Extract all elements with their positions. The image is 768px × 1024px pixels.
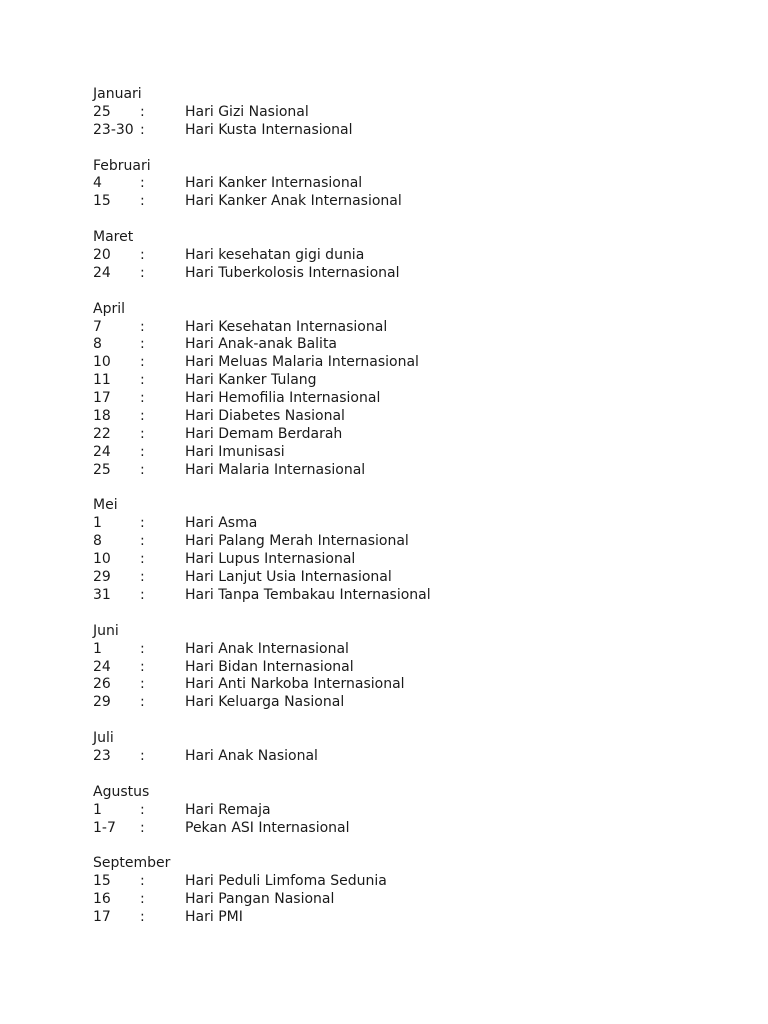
event-row <box>93 659 693 677</box>
event-name: Hari Gizi Nasional <box>185 103 309 120</box>
event-row <box>93 444 693 462</box>
colon-separator: : <box>140 247 145 264</box>
event-row <box>93 587 693 605</box>
event-row <box>93 247 693 265</box>
event-name: Hari Pangan Nasional <box>185 891 335 908</box>
colon-separator: : <box>140 694 145 711</box>
event-name: Hari Anak-anak Balita <box>185 336 338 353</box>
colon-separator: : <box>140 515 145 532</box>
event-name: Hari Hemofilia Internasional <box>185 390 381 407</box>
colon-separator: : <box>140 908 145 925</box>
event-row <box>93 104 693 122</box>
event-date: 4 <box>93 175 102 192</box>
event-row <box>93 319 693 337</box>
event-row <box>93 533 693 551</box>
event-date: 17 <box>93 390 111 407</box>
document-page <box>93 86 693 945</box>
colon-separator: : <box>140 408 145 425</box>
month-title: Januari <box>93 86 142 102</box>
colon-separator: : <box>140 891 145 908</box>
colon-separator: : <box>140 658 145 675</box>
colon-separator: : <box>140 264 145 281</box>
colon-separator: : <box>140 390 145 407</box>
month-title: Maret <box>93 229 134 246</box>
event-date: 7 <box>93 318 102 335</box>
event-row <box>93 390 693 408</box>
event-row <box>93 676 693 694</box>
event-row <box>93 569 693 587</box>
colon-separator: : <box>140 318 145 335</box>
event-date: 29 <box>93 694 111 711</box>
event-name: Hari Anti Narkoba Internasional <box>185 676 405 693</box>
colon-separator: : <box>140 354 145 371</box>
event-row <box>93 354 693 372</box>
colon-separator: : <box>140 336 145 353</box>
event-name: Hari Anak Internasional <box>185 640 349 657</box>
event-date: 31 <box>93 586 111 603</box>
event-row <box>93 694 693 712</box>
event-row <box>93 820 693 838</box>
event-date: 8 <box>93 336 102 353</box>
event-name: Hari Meluas Malaria Internasional <box>185 354 419 371</box>
colon-separator: : <box>140 801 145 818</box>
colon-separator: : <box>140 425 145 442</box>
month-section <box>93 158 693 212</box>
event-row <box>93 909 693 927</box>
colon-separator: : <box>140 103 145 120</box>
event-date: 26 <box>93 676 111 693</box>
event-name: Hari Remaja <box>185 801 271 818</box>
month-section <box>93 301 693 480</box>
event-date: 20 <box>93 247 111 264</box>
event-name: Hari Imunisasi <box>185 443 285 460</box>
event-name: Hari Malaria Internasional <box>185 461 366 478</box>
colon-separator: : <box>140 586 145 603</box>
event-name: Hari PMI <box>185 908 243 925</box>
colon-separator: : <box>140 873 145 890</box>
colon-separator: : <box>140 533 145 550</box>
event-row <box>93 891 693 909</box>
event-name: Hari kesehatan gigi dunia <box>185 247 365 264</box>
colon-separator: : <box>140 193 145 210</box>
event-date: 17 <box>93 908 111 925</box>
event-row <box>93 408 693 426</box>
event-date: 15 <box>93 193 111 210</box>
event-date: 24 <box>93 658 111 675</box>
event-row <box>93 873 693 891</box>
month-title: September <box>93 855 171 872</box>
event-date: 1 <box>93 640 102 657</box>
month-title: Februari <box>93 157 151 174</box>
month-title: Mei <box>93 497 118 514</box>
event-date: 18 <box>93 408 111 425</box>
event-row <box>93 336 693 354</box>
month-title: Juli <box>93 730 114 747</box>
event-name: Hari Anak Nasional <box>185 747 318 764</box>
event-row <box>93 641 693 659</box>
event-date: 1-7 <box>93 819 116 836</box>
event-date: 23-30 <box>93 121 134 138</box>
month-section <box>93 784 693 838</box>
event-row <box>93 175 693 193</box>
event-row <box>93 193 693 211</box>
event-name: Hari Bidan Internasional <box>185 658 354 675</box>
month-title: Agustus <box>93 783 150 800</box>
event-row <box>93 802 693 820</box>
event-date: 23 <box>93 747 111 764</box>
event-name: Hari Tuberkolosis Internasional <box>185 264 400 281</box>
colon-separator: : <box>140 443 145 460</box>
event-name: Hari Lanjut Usia Internasional <box>185 569 392 586</box>
event-name: Hari Keluarga Nasional <box>185 694 345 711</box>
event-name: Pekan ASI Internasional <box>185 819 350 836</box>
event-row <box>93 426 693 444</box>
month-section <box>93 730 693 766</box>
event-name: Hari Kanker Anak Internasional <box>185 193 402 210</box>
event-date: 1 <box>93 515 102 532</box>
event-date: 11 <box>93 372 111 389</box>
event-date: 24 <box>93 443 111 460</box>
event-name: Hari Kanker Tulang <box>185 372 317 389</box>
event-name: Hari Kusta Internasional <box>185 121 353 138</box>
colon-separator: : <box>140 372 145 389</box>
event-name: Hari Demam Berdarah <box>185 425 343 442</box>
event-name: Hari Lupus Internasional <box>185 551 356 568</box>
event-row <box>93 515 693 533</box>
colon-separator: : <box>140 569 145 586</box>
event-name: Hari Palang Merah Internasional <box>185 533 409 550</box>
event-row <box>93 551 693 569</box>
month-section <box>93 229 693 283</box>
event-row <box>93 748 693 766</box>
month-section <box>93 855 693 927</box>
event-row <box>93 122 693 140</box>
event-row <box>93 265 693 283</box>
event-name: Hari Kanker Internasional <box>185 175 363 192</box>
event-row <box>93 462 693 480</box>
month-title: April <box>93 300 125 317</box>
event-name: Hari Diabetes Nasional <box>185 408 345 425</box>
event-date: 25 <box>93 103 111 120</box>
event-name: Hari Tanpa Tembakau Internasional <box>185 586 431 603</box>
colon-separator: : <box>140 121 145 138</box>
event-date: 29 <box>93 569 111 586</box>
event-name: Hari Peduli Limfoma Sedunia <box>185 873 387 890</box>
colon-separator: : <box>140 676 145 693</box>
event-row <box>93 372 693 390</box>
colon-separator: : <box>140 640 145 657</box>
month-title: Juni <box>93 622 119 639</box>
event-date: 25 <box>93 461 111 478</box>
colon-separator: : <box>140 747 145 764</box>
event-date: 1 <box>93 801 102 818</box>
event-date: 22 <box>93 425 111 442</box>
event-date: 16 <box>93 891 111 908</box>
colon-separator: : <box>140 175 145 192</box>
month-section <box>93 86 693 140</box>
event-date: 8 <box>93 533 102 550</box>
event-date: 24 <box>93 264 111 281</box>
event-name: Hari Kesehatan Internasional <box>185 318 388 335</box>
month-section <box>93 497 693 604</box>
colon-separator: : <box>140 819 145 836</box>
event-date: 10 <box>93 551 111 568</box>
event-date: 10 <box>93 354 111 371</box>
event-date: 15 <box>93 873 111 890</box>
colon-separator: : <box>140 461 145 478</box>
event-name: Hari Asma <box>185 515 258 532</box>
colon-separator: : <box>140 551 145 568</box>
month-section <box>93 623 693 712</box>
